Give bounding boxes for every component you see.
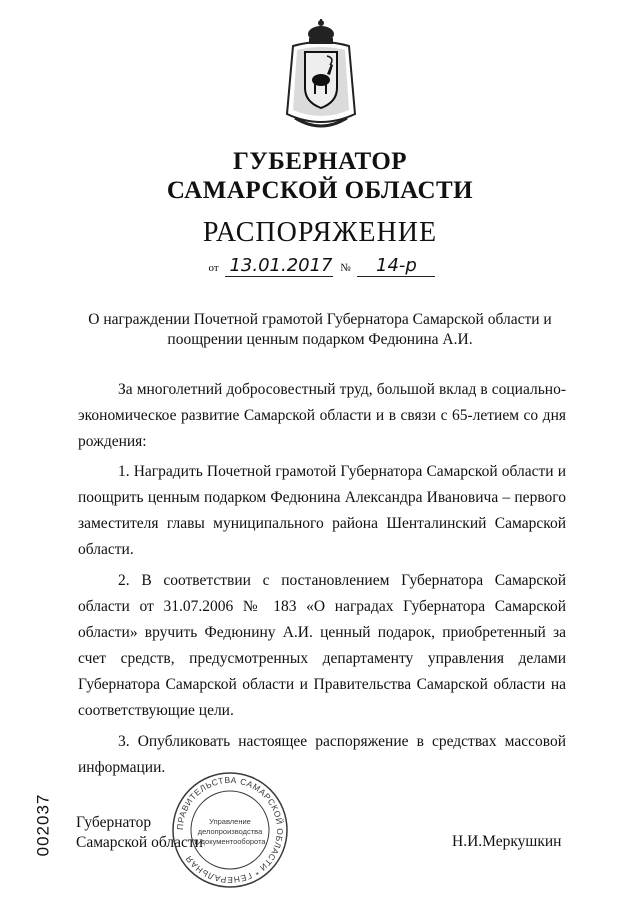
document-subject xyxy=(60,310,580,350)
body-paragraph-intro: За многолетний добросовестный труд, большой вклад в социально-экономическое развитие Самарской области и в связи с 65-летием со дня рождения: xyxy=(78,381,566,450)
stamp-center-line3: и документооборота xyxy=(194,837,266,846)
number-label: № xyxy=(340,262,351,274)
stamp-center-line2: делопроизводства xyxy=(197,827,263,836)
number-value: 14-р xyxy=(357,256,435,277)
stamp-ring-text: ПРАВИТЕЛЬСТВА САМАРСКОЙ ОБЛАСТИ * ГЕНЕРАЛЬНАЯ xyxy=(174,774,286,886)
serial-number: 002037 xyxy=(33,793,53,857)
document-type-title: РАСПОРЯЖЕНИЕ xyxy=(202,217,438,248)
coat-of-arms-emblem xyxy=(283,18,359,138)
body-paragraph-item-1: 1. Наградить Почетной грамотой Губернатора Самарской области и поощрить ценным подарком Федюнина Александра Ивановича – первого заместителя главы муниципального района Шенталинский Самарской области. xyxy=(78,463,566,558)
issuer-title-line2: САМАРСКОЙ ОБЛАСТИ xyxy=(166,177,474,204)
subject-line2: поощрении ценным подарком Федюнина А.И. xyxy=(167,331,473,348)
stamp-center-line1: Управление xyxy=(209,817,251,826)
date-value: 13.01.2017 xyxy=(225,256,333,277)
body-paragraph-item-3: 3. Опубликовать настоящее распоряжение в средствах массовой информации. xyxy=(78,733,566,776)
body-paragraph-item-2: 2. В соответствии с постановлением Губернатора Самарской области от 31.07.2006 № 183 «О наградах Губернатора Самарской области» вручить Федюнину А.И. ценный подарок, приобретенный за счет средств, предусмотренных департаменту управления делами Губернатора Самарской области и Правительства Самарской области на соответствующие цели. xyxy=(78,572,566,719)
crown-icon xyxy=(308,19,334,44)
date-label: от xyxy=(208,262,219,274)
subject-line1: О награждении Почетной грамотой Губернатора Самарской области и xyxy=(88,311,552,328)
issuer-title-line1: ГУБЕРНАТОР xyxy=(232,148,408,175)
signatory-title-line2: Самарской области xyxy=(76,834,203,851)
signatory-name: Н.И.Меркушкин xyxy=(452,833,562,850)
date-number-line xyxy=(0,256,640,277)
signatory-title-line1: Губернатор xyxy=(76,814,152,831)
official-stamp xyxy=(170,770,290,890)
